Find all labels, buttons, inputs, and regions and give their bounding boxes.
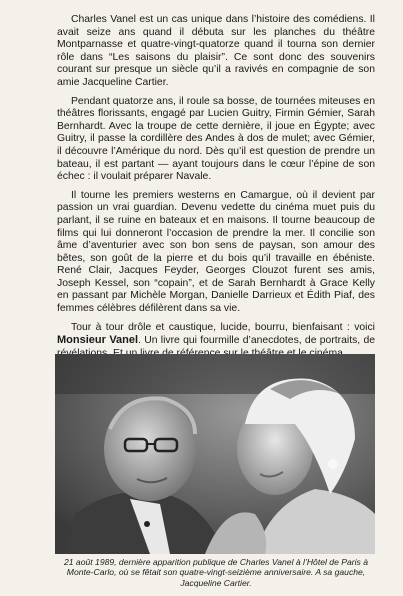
closing-text: . Un livre qui fourmille d’anecdotes, de portraits, de [138, 335, 375, 347]
book-title: Monsieur Vanel [57, 334, 139, 347]
earring [328, 459, 338, 469]
photo-illustration [55, 354, 375, 554]
paragraph-career: Pendant quatorze ans, il roule sa bosse, de tournées miteuses en théâtres florissants, engagé par Lucien Guitry, Firmin Gémier, Sarah Bernhardt. Avec la troupe de cette dernière, il joue en Égypte; avec Guitry, il passe la cordillère des Andes à dos de mulet; avec Gémier, il découvre l’Amérique du nord. Dès qu’il est question de prendre un bateau, il est partant — ayant toujours dans le cœur l’épine de son échec : il voulait préparer Navale. [57, 95, 375, 183]
back-cover-text [57, 14, 375, 366]
paragraph-intro: Charles Vanel est un cas unique dans l’histoire des comédiens. Il avait seize ans quand il débuta sur les planches du théâtre Montparnasse et quatre-vingt-quatorze quand il tourna son dernier rôle dans “Les saisons du plaisir”. Ce sont donc des souvenirs courant sur presque un siècle qu’il a ravivés en compagnie de son amie Jacqueline Cartier. [57, 14, 375, 88]
paragraph-cinema: Il tourne les premiers westerns en Camargue, où il devient par passion un vrai guardian. Devenu vedette du cinéma muet puis du parlant, il se ruine en bateaux et en maisons. Il tourne beaucoup de films qui lui donneront l’occasion de prendre la mer. Il concilie son âme d’aventurier avec son bon sens de paysan, son amour des bêtes, son goût de la pierre et du bois qu’il travaille en ébéniste. René Clair, Jacques Feyder, Georges Clouzot furent ses amis, Joseph Kessel, son “copain”, et de Sarah Bernhardt à Grace Kelly en passant par Michèle Morgan, Danielle Darrieux et Édith Piaf, des femmes célèbres défilèrent dans sa vie. [57, 189, 375, 315]
photo-caption: 21 août 1989, dernière apparition publique de Charles Vanel à l’Hôtel de Paris à Monte-Carlo, où se fêtait son quatre-vingt-seizième anniversaire. A sa gauche, Jacqueline Cartier. [63, 557, 368, 588]
bolo-tie [144, 521, 150, 527]
photograph [55, 354, 375, 554]
closing-lead: Tour à tour drôle et caustique, lucide, bourru, bienfaisant : voici [71, 321, 375, 333]
